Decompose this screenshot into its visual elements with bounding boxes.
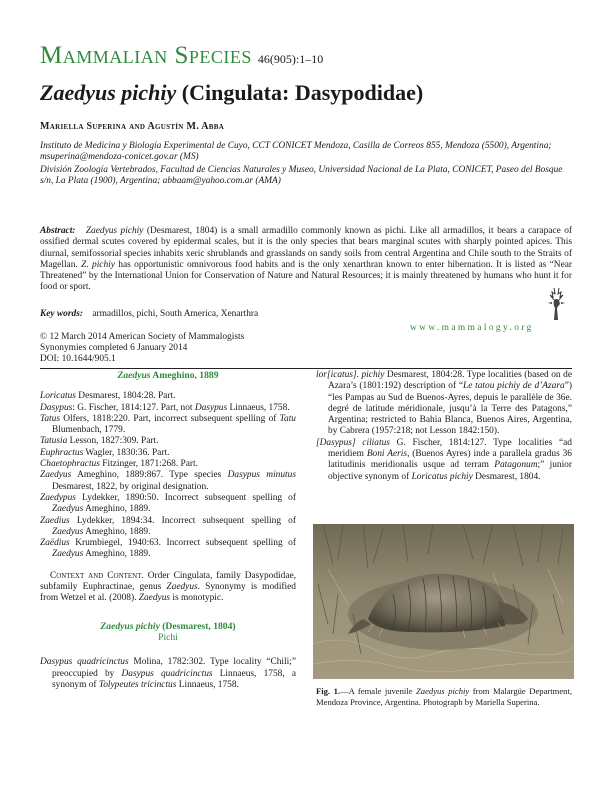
synonym-text2: Linnaeus, 1758.: [227, 402, 290, 413]
abstract: [40, 226, 572, 294]
website-link[interactable]: www.mammalogy.org: [410, 323, 534, 333]
society-logo-icon: [540, 286, 572, 322]
synonym-entry: [40, 493, 296, 516]
syn2-text-3: ;” junior objective synonym of: [328, 460, 572, 482]
species-syn-name-3: Tolypeutes tricinctus: [98, 679, 177, 690]
genus-heading-name: Zaedyus: [117, 370, 151, 381]
abstract-label: Abstract:: [40, 226, 76, 236]
synonym-name: Chaetophractus: [40, 459, 100, 470]
species-synonym: [40, 657, 296, 691]
authors: Mariella Superina and Agustín M. Abba: [40, 121, 225, 132]
context-genus-2: Zaedyus: [138, 593, 171, 604]
synonym-name: Dasypus: [40, 402, 73, 413]
species-heading-author: (Desmarest, 1804): [159, 620, 236, 632]
figure-text-1: —A female juvenile: [340, 686, 417, 696]
synonym-entry: [40, 448, 296, 459]
synonym-name: Euphractus: [40, 447, 84, 458]
keywords-text: armadillos, pichi, South America, Xenarthra: [92, 309, 259, 319]
syn2-text-2: , (Buenos Ayres) inde a parallela gradus 36 latitudinis meridionalis usque ad terram: [328, 449, 572, 471]
title-species: Zaedyus pichiy: [40, 80, 177, 105]
synonym-entry: [40, 459, 296, 470]
synonym-name2: Zaedyus: [52, 526, 84, 537]
synonym-entry: [40, 470, 296, 493]
copyright: © 12 March 2014 American Society of Mammalogists: [40, 332, 245, 342]
genus-heading-author: Ameghino, 1889: [150, 370, 219, 381]
synonym-text: Krumbiegel, 1940:63. Incorrect subsequent spelling of: [69, 538, 296, 549]
synonym-name2: Zaedyus: [52, 504, 84, 515]
synonym-name2: Zaedyus: [52, 549, 84, 560]
journal-name: [40, 42, 323, 70]
syn2-place: Boni Aeris: [366, 449, 408, 460]
synonym-entry: [40, 436, 296, 447]
synonym-name: Tatusia: [40, 436, 68, 447]
synonym-text2: Ameghino, 1889.: [83, 526, 151, 537]
synonym-text2: Ameghino, 1889.: [83, 504, 151, 515]
synonym-name: Tatus: [40, 413, 60, 424]
species-syn-name: Dasypus quadricinctus: [40, 657, 129, 668]
synonym-entry: [40, 391, 296, 402]
context-text-1: Order Cingulata, family Dasypodidae, subfamily Euphractinae, genus: [40, 570, 296, 593]
synonym-entry: [40, 516, 296, 539]
synonym-name: Zaedypus: [40, 492, 76, 503]
synonym-text: Olfers, 1818:220. Part, incorrect subsequent spelling of: [59, 413, 280, 424]
synonym-text: Fitzinger, 1871:268. Part.: [99, 459, 198, 470]
synonym-text2: Blumenbach, 1779.: [52, 425, 126, 436]
synonym-pichiy: [316, 370, 572, 438]
species-syn-text-3: Linnaeus, 1758.: [176, 679, 239, 690]
context-and-content: [40, 571, 296, 605]
synonym-text: Lydekker, 1894:34. Incorrect subsequent spelling of: [69, 515, 296, 526]
synonym-name: Zaedius: [40, 515, 70, 526]
synonym-text: Wagler, 1830:36. Part.: [83, 447, 170, 458]
syn2-name: [Dasypus] ciliatus: [316, 437, 390, 448]
synonym-name2: Tatu: [279, 413, 296, 424]
synonym-name: Zaedyus: [40, 470, 72, 481]
context-text-3: is monotypic.: [170, 593, 224, 604]
synonym-name2: Dasypus: [194, 402, 228, 413]
synonym-list: [40, 391, 296, 560]
species-common-name: Pichi: [158, 631, 178, 643]
synonym-name: Loricatus: [40, 391, 76, 402]
syn1-quote: Le tatou pichiy de d’Azara: [463, 381, 565, 392]
synonym-text: Lesson, 1827:309. Part.: [67, 436, 159, 447]
syn2-place-2: Patagonum: [494, 460, 538, 471]
syn1-name: lor[icatus]. pichiy: [316, 370, 385, 380]
synonym-text: : G. Fischer, 1814:127. Part, not: [72, 402, 195, 413]
species-heading: [40, 621, 296, 632]
affiliation-1: Instituto de Medicina y Biología Experimental de Cuyo, CCT CONICET Mendoza, Casilla de Correos 855, Mendoza (5500), Argentina; msuperina@mendoza-conicet.gov.ar (MS): [40, 141, 552, 162]
context-genus: Zaedyus: [166, 582, 198, 593]
species-syn-text-2: Linnaeus, 1758, a synonym of: [52, 668, 296, 690]
title-classification: (Cingulata: Dasypodidae): [181, 80, 424, 105]
header-divider: [40, 368, 572, 369]
synonym-entry: [40, 538, 296, 561]
genus-heading: [40, 370, 296, 381]
synonym-entry: [40, 414, 296, 437]
figure-caption: [316, 686, 572, 707]
figure-text-2: from Malargüe Department, Mendoza Province, Argentina. Photograph by Mariella Superina.: [316, 686, 572, 707]
abstract-text-4: has opportunistic omnivorous food habits and is the only xenarthran known to enter hibernation. It is listed as “Near Threatened” by the International Union for Conservation of Nature and Natural Resources; it is mainly threatened by humans who hunt it for food or sport.: [40, 259, 573, 293]
keywords: [40, 309, 572, 319]
synonym-text: Desmarest, 1804:28. Part.: [75, 391, 176, 402]
journal-issue: 46(905):1–10: [257, 52, 324, 66]
keywords-label: Key words:: [40, 309, 83, 319]
armadillo-photograph: [313, 524, 574, 679]
syn1-text-2: ”) “les Pampas au Sud de Buenos-Ayres, depuis le parallèle de 36e. degré de latitude méridionale, jusqu’à la Terre des Patagons,” Argentina; restricted to Bahia Blanca, Buenos Aires, Argentina, by Cabrera (1957:218; not Lesson 1842:150).: [328, 381, 572, 437]
context-text-2: . Synonymy is modified from Wetzel et al. (2008).: [40, 582, 296, 604]
synonym-ciliatus: [316, 438, 572, 483]
figure-label: Fig. 1.: [316, 686, 341, 696]
species-syn-name-2: Dasypus quadricinctus: [121, 668, 213, 679]
abstract-species-1: Zaedyus pichiy: [85, 226, 144, 236]
abstract-species-2: Z. pichiy: [81, 259, 115, 270]
doi[interactable]: DOI: 10.1644/905.1: [40, 354, 116, 364]
context-label: Context and Content.: [50, 570, 144, 581]
journal-title: Mammalian Species: [40, 42, 252, 69]
affiliation-2: División Zoología Vertebrados, Facultad de Ciencias Naturales y Museo, Universidad Nacional de La Plata, CONICET, Paseo del Bosque s/n, La Plata (1900), Argentina; abbaam@yahoo.com.ar (AMA): [40, 165, 563, 186]
species-heading-name: Zaedyus pichiy: [100, 620, 160, 632]
synonym-text: Ameghino, 1889:867. Type species: [71, 470, 228, 481]
synonym-entry: [40, 403, 296, 414]
syn2-name-2: Loricatus pichiy: [411, 471, 473, 482]
syn2-text-4: Desmarest, 1804.: [472, 471, 541, 482]
left-column: [40, 370, 296, 691]
figure-species: Zaedyus pichiy: [416, 686, 470, 696]
synonym-text2: Desmarest, 1822, by original designation.: [52, 481, 209, 492]
right-column: [316, 370, 572, 483]
syn2-text-1: G. Fischer, 1814:127. Type localities “ad meridiem: [328, 437, 572, 460]
species-syn-text-1: Molina, 1782:302. Type locality “Chili;” preoccupied by: [52, 657, 296, 679]
article-title: [40, 80, 423, 106]
synonymies-date: Synonymies completed 6 January 2014: [40, 343, 188, 353]
synonym-text: Lydekker, 1890:50. Incorrect subsequent spelling of: [75, 492, 296, 503]
abstract-text-2: (Desmarest, 1804) is a small armadillo commonly known as pichi. Like all armadillos, it bears a carapace of ossified dermal scutes covered by epidermal scales, but it is the only species that bears marginal scutes with sharply pointed apices. This diurnal, semifossorial species inhabits xeric shrublands and grasslands on sandy soils from central Argentina and Chile south to the Straits of Magellan.: [40, 226, 573, 270]
synonym-name: Zaëdius: [40, 538, 70, 549]
synonym-name2: Dasypus minutus: [227, 470, 296, 481]
synonym-text2: Ameghino, 1889.: [83, 549, 151, 560]
syn1-text-1: Desmarest, 1804:28. Type localities (based on de Azara’s (1801:192) description of “: [328, 370, 572, 392]
